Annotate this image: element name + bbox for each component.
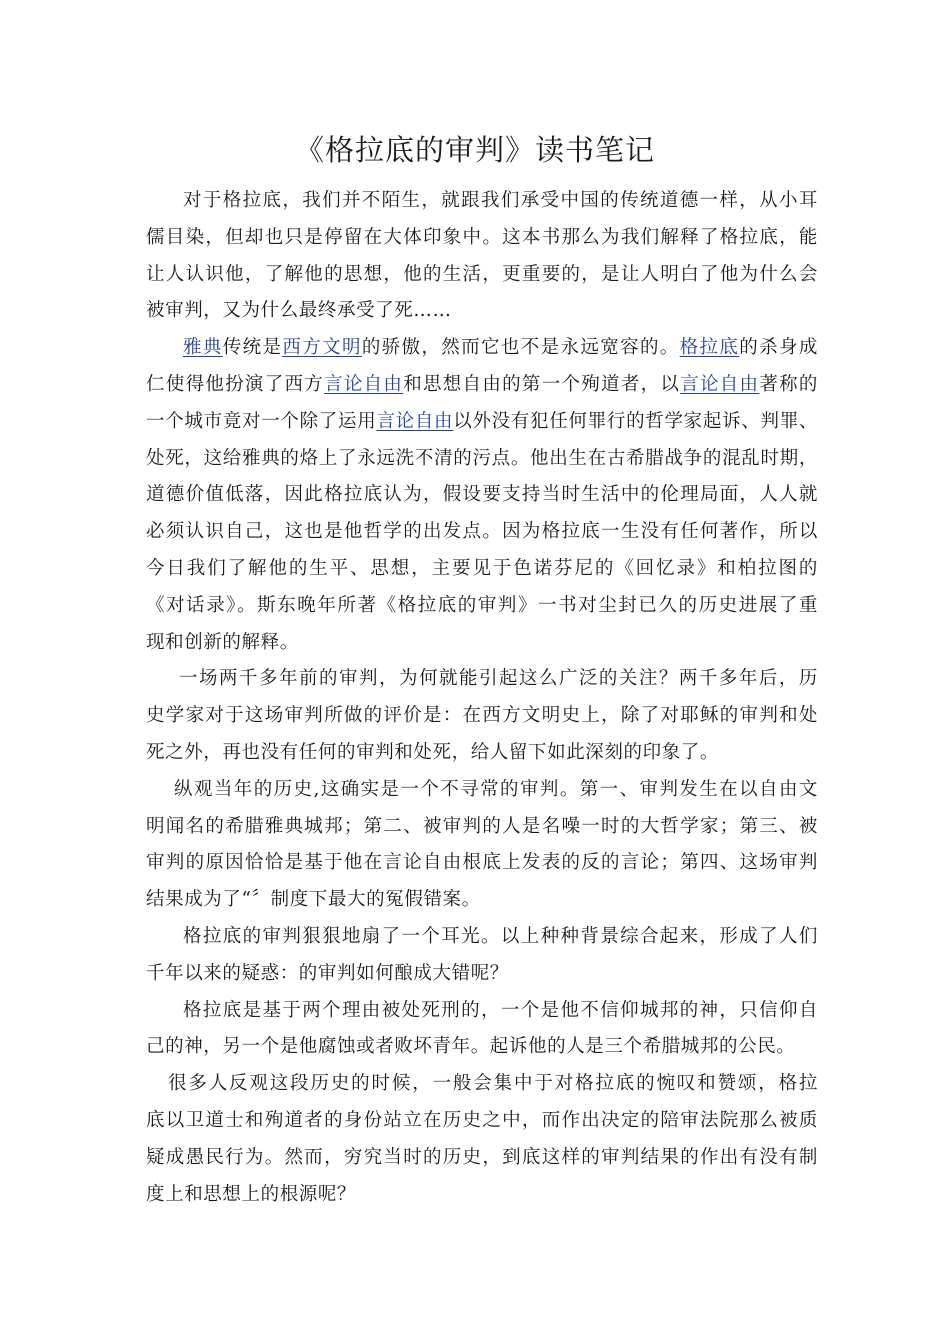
text-line: 己的神，另一个是他腐蚀或者败坏青年。起诉他的人是三个希腊城邦的公民。: [146, 1036, 796, 1058]
text-run: 一个城市竟对一个除了运用: [146, 410, 377, 432]
text-line: 处死，这给雅典的烙上了永远洗不清的污点。他出生在古希腊战争的混乱时期，: [146, 447, 818, 469]
text-line: 儒目染，但却也只是停留在大体印象中。这本书那么为我们解释了格拉底，能: [146, 226, 818, 248]
text-line: 千年以来的疑惑：的审判如何酿成大错呢？: [146, 962, 509, 984]
text-line: 纵观当年的历史,这确实是一个不寻常的审判。第一、审判发生在以自由文: [174, 778, 818, 800]
text-line: [146, 367, 818, 404]
paragraph-2: [146, 330, 818, 661]
paragraph-1: [146, 183, 818, 330]
paragraph-6: [146, 993, 818, 1067]
text-run: 以外没有犯任何罪行的哲学家起诉、判罪、: [453, 410, 818, 432]
text-run: 仁使得他扮演了西方: [146, 373, 325, 395]
text-line: 底以卫道士和殉道者的身份站立在历史之中，而作出决定的陪审法院那么被质: [146, 1109, 818, 1131]
text-line: 《对话录》。斯东晚年所著《格拉底的审判》一书对尘封已久的历史进展了重: [146, 594, 818, 616]
paragraph-4: [146, 772, 818, 919]
document-title: 《格拉底的审判》读书笔记: [294, 133, 655, 167]
text-line: 一场两千多年前的审判，为何就能引起这么广泛的关注？两千多年后，历: [179, 668, 818, 690]
text-line: 格拉底的审判狠狠地扇了一个耳光。以上种种背景综合起来，形成了人们: [183, 925, 818, 947]
text-run: 著称的: [759, 373, 818, 395]
text-line: [146, 404, 818, 441]
text-line: 度上和思想上的根源呢？: [146, 1183, 357, 1205]
link-freedom-of-speech[interactable]: 言论自由: [324, 373, 404, 395]
text-run: 传统是: [222, 337, 283, 359]
paragraph-3: [146, 661, 818, 771]
text-line: 审判的原因恰恰是基于他在言论自由根底上发表的反的言论；第四、这场审判: [146, 852, 818, 874]
paragraph-5: [146, 919, 818, 993]
link-freedom-of-speech[interactable]: 言论自由: [680, 373, 760, 395]
text-line: 结果成为了“〞制度下最大的冤假错案。: [146, 889, 481, 911]
text-line: 很多人反观这段历史的时候，一般会集中于对格拉底的惋叹和赞颂，格拉: [168, 1073, 818, 1095]
link-socrates[interactable]: 格拉底: [679, 337, 740, 359]
text-line: 现和创新的解释。: [146, 631, 299, 653]
text-line: 必须认识自己，这也是他哲学的出发点。因为格拉底一生没有任何著作，所以: [146, 521, 818, 543]
text-line: 被审判，又为什么最终承受了死……: [146, 300, 452, 322]
link-western-civilization[interactable]: 西方文明: [282, 337, 362, 359]
text-run: 和思想自由的第一个殉道者，以: [403, 373, 681, 395]
text-line: 史学家对于这场审判所做的评价是：在西方文明史上，除了对耶稣的审判和处: [146, 705, 818, 727]
text-run: 的杀身成: [739, 337, 818, 359]
text-line: [146, 330, 818, 367]
text-line: 疑成愚民行为。然而，穷究当时的历史，到底这样的审判结果的作出有没有制: [146, 1146, 818, 1168]
text-line: 格拉底是基于两个理由被处死刑的，一个是他不信仰城邦的神，只信仰自: [183, 999, 818, 1021]
document-body: [146, 183, 818, 1213]
text-line: 今日我们了解他的生平、思想，主要见于色诺芬尼的《回忆录》和柏拉图的: [146, 557, 818, 579]
text-line: 对于格拉底，我们并不陌生，就跟我们承受中国的传统道德一样，从小耳: [183, 190, 818, 211]
link-athens[interactable]: 雅典: [183, 337, 223, 359]
text-line: 死之外，再也没有任何的审判和处死，给人留下如此深刻的印象了。: [146, 741, 720, 763]
text-line: 道德价值低落，因此格拉底认为，假设要支持当时生活中的伦理局面，人人就: [146, 484, 818, 506]
paragraph-7: [146, 1066, 818, 1213]
text-run: 的骄傲，然而它也不是永远宽容的。: [361, 337, 680, 359]
link-freedom-of-speech[interactable]: 言论自由: [376, 410, 454, 432]
text-line: 明闻名的希腊雅典城邦；第二、被审判的人是名噪一时的大哲学家；第三、被: [146, 815, 818, 837]
text-line: 让人认识他，了解他的思想，他的生活，更重要的，是让人明白了他为什么会: [146, 263, 818, 285]
